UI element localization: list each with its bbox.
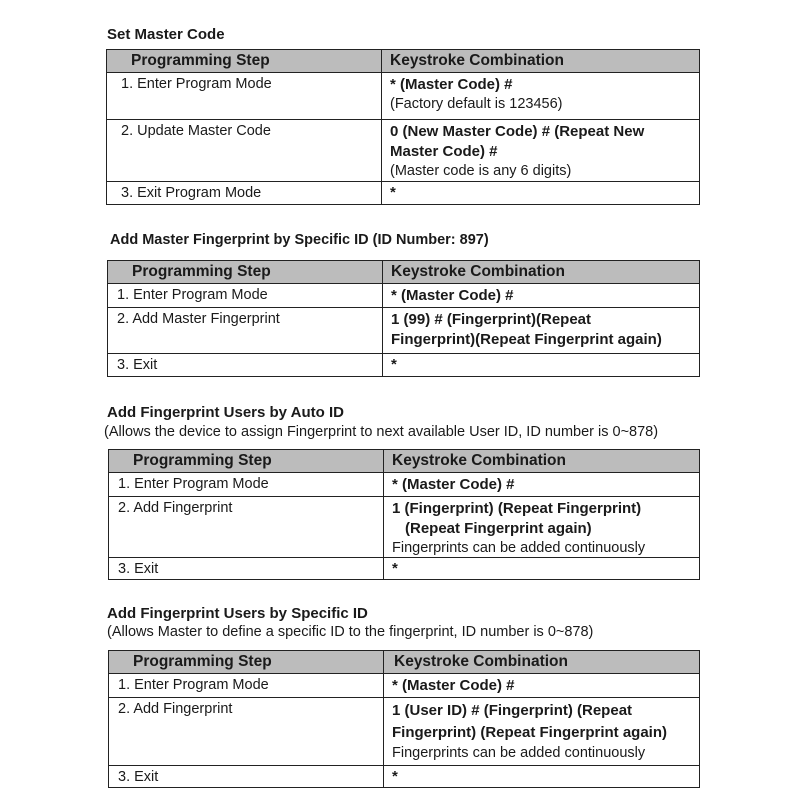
keystroke-text: * bbox=[390, 184, 396, 201]
keystroke-text: * bbox=[392, 768, 398, 785]
step-cell: 2. Add Fingerprint bbox=[109, 698, 384, 766]
column-header-step: Programming Step bbox=[107, 50, 382, 73]
keys-cell bbox=[383, 308, 700, 354]
section-title: Set Master Code bbox=[107, 26, 225, 43]
table-row bbox=[109, 766, 700, 788]
section-title: Add Fingerprint Users by Auto ID bbox=[107, 404, 344, 421]
keystroke-text-cont: Fingerprint)(Repeat Fingerprint again) bbox=[391, 331, 662, 348]
programming-table bbox=[108, 449, 700, 580]
section-subtitle: (Allows the device to assign Fingerprint to next available User ID, ID number is 0~878) bbox=[104, 424, 659, 440]
keystroke-text: * (Master Code) # bbox=[391, 287, 514, 304]
keystroke-note: Fingerprints can be added continuously bbox=[392, 745, 646, 761]
table-row bbox=[108, 308, 700, 354]
table-row bbox=[107, 73, 700, 120]
column-header-keys: Keystroke Combination bbox=[384, 651, 700, 674]
programming-table bbox=[107, 260, 700, 377]
step-cell: 2. Update Master Code bbox=[107, 120, 382, 182]
column-header-keys: Keystroke Combination bbox=[382, 50, 700, 73]
section-title: Add Fingerprint Users by Specific ID bbox=[107, 605, 368, 622]
keys-cell bbox=[384, 674, 700, 698]
keystroke-text-cont: Fingerprint) (Repeat Fingerprint again) bbox=[392, 724, 668, 741]
keystroke-text: * (Master Code) # bbox=[392, 677, 515, 694]
programming-table bbox=[108, 650, 700, 788]
keystroke-text: * bbox=[391, 356, 397, 373]
step-cell: 1. Enter Program Mode bbox=[109, 674, 384, 698]
step-cell: 3. Exit bbox=[108, 354, 383, 377]
table-row bbox=[109, 698, 700, 766]
keystroke-note: Fingerprints can be added continuously bbox=[392, 540, 646, 556]
step-cell: 1. Enter Program Mode bbox=[109, 473, 384, 497]
table-row bbox=[109, 497, 700, 558]
keystroke-text: 1 (User ID) # (Fingerprint) (Repeat bbox=[392, 702, 633, 719]
column-header-step: Programming Step bbox=[109, 450, 384, 473]
table-row bbox=[109, 558, 700, 580]
keystroke-note: (Factory default is 123456) bbox=[390, 96, 563, 112]
keys-cell bbox=[383, 354, 700, 377]
keystroke-text: * (Master Code) # bbox=[392, 476, 515, 493]
step-cell: 3. Exit Program Mode bbox=[107, 182, 382, 205]
table-row bbox=[108, 284, 700, 308]
keystroke-text: 1 (Fingerprint) (Repeat Fingerprint) bbox=[392, 500, 642, 517]
keystroke-text-cont: (Repeat Fingerprint again) bbox=[405, 520, 592, 537]
step-cell: 3. Exit bbox=[109, 558, 384, 580]
keys-cell bbox=[384, 766, 700, 788]
keys-cell bbox=[382, 73, 700, 120]
column-header-keys: Keystroke Combination bbox=[383, 261, 700, 284]
step-cell: 1. Enter Program Mode bbox=[108, 284, 383, 308]
step-cell: 3. Exit bbox=[109, 766, 384, 788]
step-cell: 2. Add Fingerprint bbox=[109, 497, 384, 558]
keys-cell bbox=[384, 698, 700, 766]
step-cell: 1. Enter Program Mode bbox=[107, 73, 382, 120]
step-cell: 2. Add Master Fingerprint bbox=[108, 308, 383, 354]
table-row bbox=[109, 674, 700, 698]
keystroke-text-cont: Master Code) # bbox=[390, 143, 498, 160]
keystroke-text: * (Master Code) # bbox=[390, 76, 513, 93]
table-row bbox=[107, 120, 700, 182]
table-header-row bbox=[109, 651, 700, 674]
column-header-keys: Keystroke Combination bbox=[384, 450, 700, 473]
section-title: Add Master Fingerprint by Specific ID (ID Number: 897) bbox=[110, 232, 489, 248]
keys-cell bbox=[384, 497, 700, 558]
table-header-row bbox=[108, 261, 700, 284]
keys-cell bbox=[382, 120, 700, 182]
keystroke-text: * bbox=[392, 560, 398, 577]
keystroke-text: 0 (New Master Code) # (Repeat New bbox=[390, 123, 645, 140]
keys-cell bbox=[384, 558, 700, 580]
column-header-step: Programming Step bbox=[109, 651, 384, 674]
keys-cell bbox=[384, 473, 700, 497]
programming-table bbox=[106, 49, 700, 205]
table-row bbox=[109, 473, 700, 497]
column-header-step: Programming Step bbox=[108, 261, 383, 284]
section-subtitle: (Allows Master to define a specific ID to the fingerprint, ID number is 0~878) bbox=[107, 624, 594, 640]
keys-cell bbox=[383, 284, 700, 308]
keystroke-text: 1 (99) # (Fingerprint)(Repeat bbox=[391, 311, 592, 328]
table-row bbox=[108, 354, 700, 377]
table-header-row bbox=[109, 450, 700, 473]
keys-cell bbox=[382, 182, 700, 205]
table-row bbox=[107, 182, 700, 205]
keystroke-note: (Master code is any 6 digits) bbox=[390, 163, 572, 179]
table-header-row bbox=[107, 50, 700, 73]
